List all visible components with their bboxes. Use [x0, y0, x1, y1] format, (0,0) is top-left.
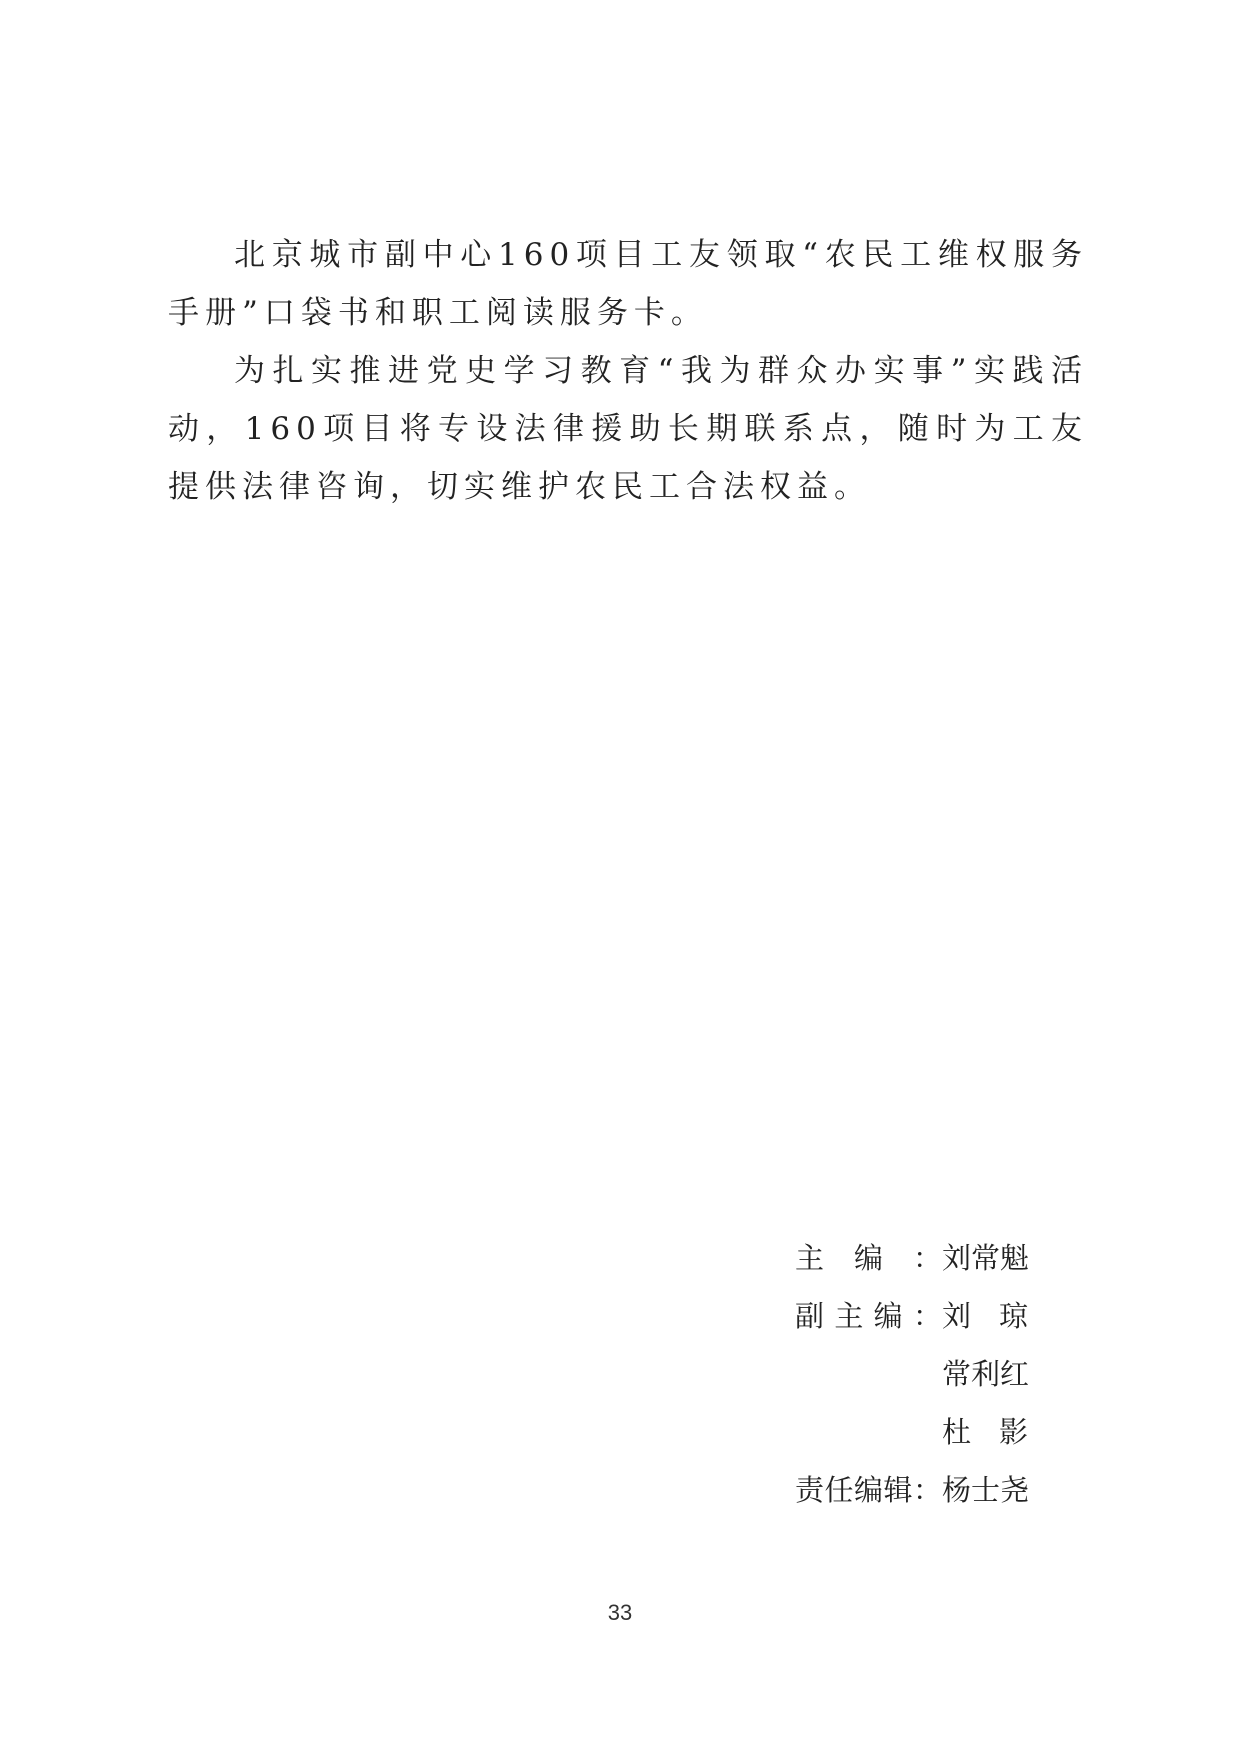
deputy-editor-row	[795, 1352, 1085, 1410]
responsible-editor-row	[795, 1468, 1085, 1526]
chief-editor-row	[795, 1236, 1085, 1294]
responsible-editor-label: 责 任 编 辑 ：	[795, 1473, 942, 1507]
page-number: 33	[607, 1600, 633, 1625]
deputy-editor-name: 刘 琼	[942, 1299, 1028, 1333]
deputy-editor-row	[795, 1410, 1085, 1468]
deputy-editor-name: 杜 影	[942, 1415, 1028, 1449]
article-body	[168, 226, 1088, 516]
deputy-editor-label: 副 主 编 ：	[795, 1299, 942, 1333]
paragraph-photo-caption: 北京城市副中心160项目工友领取“农民工维权服务手册”口袋书和职工阅读服务卡。	[168, 237, 1088, 331]
paragraph-legal-aid: 为扎实推进党史学习教育“我为群众办实事”实践活动，160项目将专设法律援助长期联系点，随时为工友提供法律咨询，切实维护农民工合法权益。	[168, 353, 1088, 505]
deputy-editor-row	[795, 1294, 1085, 1352]
responsible-editor-name: 杨 士 尧	[942, 1473, 1030, 1507]
deputy-editor-name: 常 利 红	[942, 1357, 1030, 1391]
editorial-credits	[795, 1236, 1085, 1526]
chief-editor-name: 刘 常 魁	[942, 1241, 1030, 1275]
chief-editor-label: 主 编 ：	[795, 1241, 942, 1275]
